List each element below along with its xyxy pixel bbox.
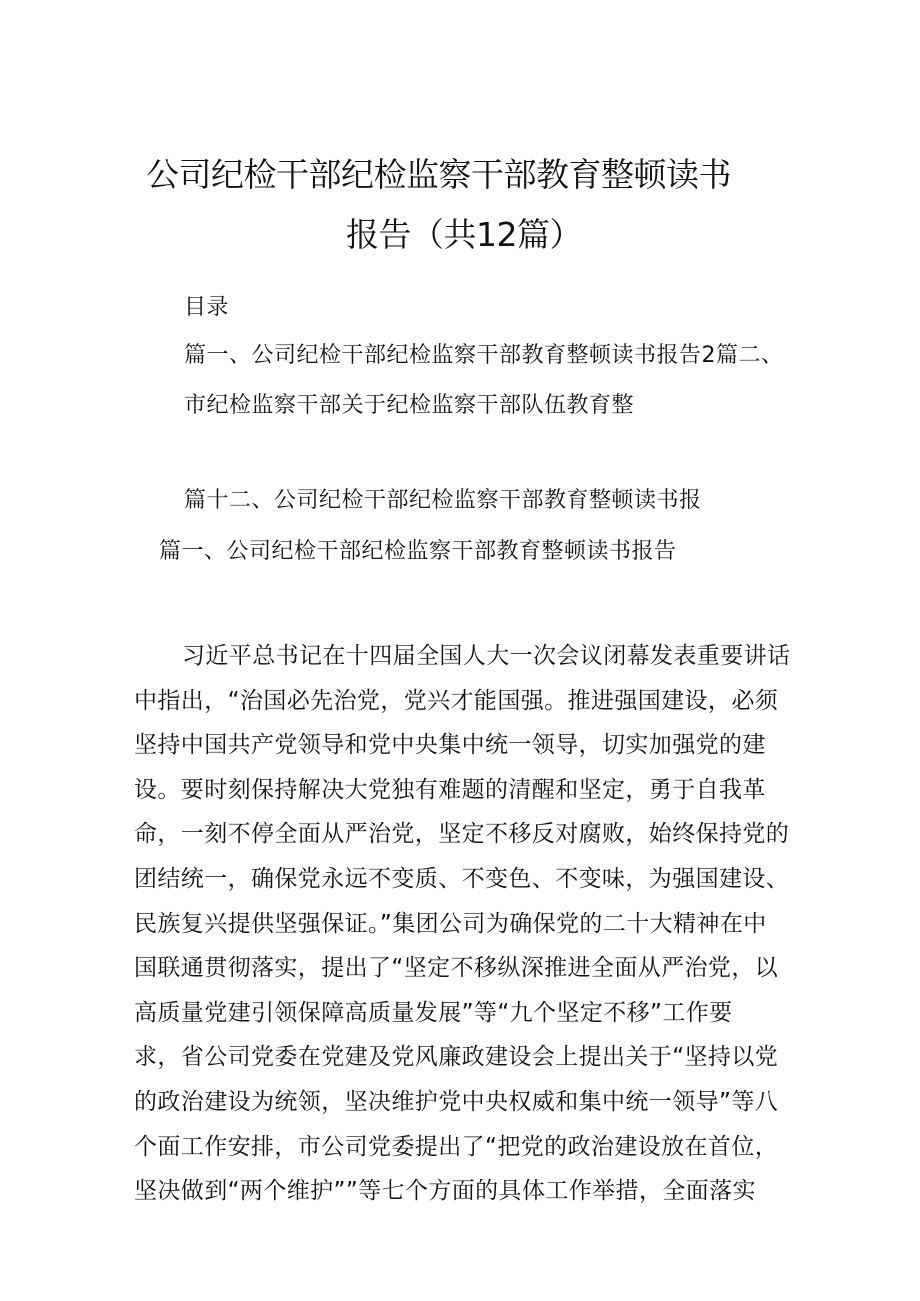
toc-item-3: 篇十二、公司纪检干部纪检监察干部教育整顿读书报 [184, 488, 702, 513]
toc-item-1: 篇一、公司纪检干部纪检监察干部教育整顿读书报告2篇二、 [184, 343, 784, 368]
document-title-line-1: 公司纪检干部纪检监察干部教育整顿读书 [146, 155, 731, 194]
toc-item-2: 市纪检监察干部关于纪检监察干部队伍教育整 [184, 393, 635, 418]
body-line: 民族复兴提供坚强保证。”集团公司为确保党的二十大精神在中 [134, 910, 767, 937]
body-line: 的政治建设为统领，坚决维护党中央权威和集中统一领导”等八 [134, 1088, 779, 1115]
body-line: 团结统一，确保党永远不变质、不变色、不变味，为强国建设、 [134, 865, 790, 892]
document-title-line-2: 报告（共12篇） [346, 215, 582, 254]
body-line: 设。要时刻保持解决大党独有难题的清醒和坚定，勇于自我革 [134, 776, 766, 803]
body-line: 命，一刻不停全面从严治党，坚定不移反对腐败，始终保持党的 [134, 821, 790, 848]
body-line: 国联通贯彻落实，提出了“坚定不移纵深推进全面从严治党，以 [134, 955, 779, 982]
body-paragraph [134, 634, 794, 1214]
body-line: 坚决做到“两个维护””等七个方面的具体工作举措，全面落实 [134, 1178, 756, 1205]
body-line: 中指出，“治国必先治党，党兴才能国强。推进强国建设，必须 [134, 687, 779, 714]
body-line: 个面工作安排，市公司党委提出了“把党的政治建设放在首位， [134, 1133, 779, 1160]
body-line: 求，省公司党委在党建及党风廉政建设会上提出关于“坚持以党 [134, 1044, 779, 1071]
body-line: 习近平总书记在十四届全国人大一次会议闭幕发表重要讲话 [182, 643, 791, 669]
toc-heading: 目录 [184, 295, 230, 320]
body-line: 坚持中国共产党领导和党中央集中统一领导，切实加强党的建 [134, 732, 766, 759]
body-line: 高质量党建引领保障高质量发展”等“九个坚定不移”工作要 [134, 999, 733, 1026]
section-heading: 篇一、公司纪检干部纪检监察干部教育整顿读书报告 [159, 539, 677, 564]
